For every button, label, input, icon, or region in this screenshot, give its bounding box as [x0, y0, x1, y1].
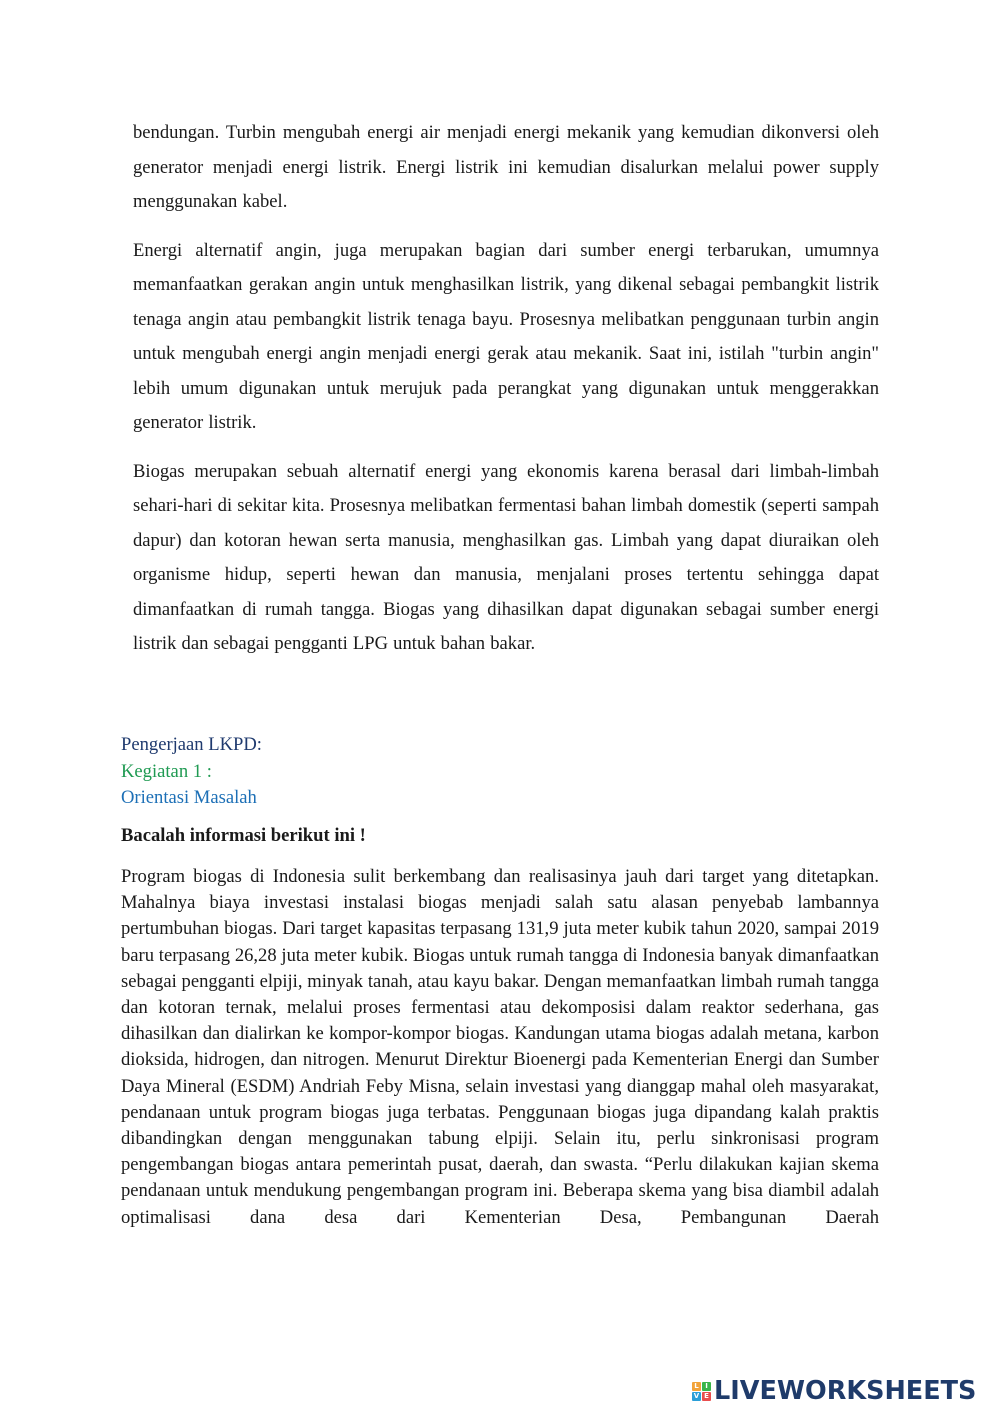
reading-text-upper	[133, 116, 879, 676]
topic-heading: Orientasi Masalah	[121, 787, 257, 808]
reading-instruction: Bacalah informasi berikut ini !	[121, 825, 366, 846]
liveworksheets-logo-text: LIVEWORKSHEETS	[714, 1376, 977, 1406]
paragraph-wind-energy: Energi alternatif angin, juga merupakan bagian dari sumber energi terbarukan, umumnya memanfaatkan gerakan angin untuk menghasilkan listrik, yang dikenal sebagai pembangkit listrik tenaga angin atau pembangkit listrik tenaga bayu. Prosesnya melibatkan penggunaan turbin angin untuk mengubah energi angin menjadi energi gerak atau mekanik. Saat ini, istilah "turbin angin" lebih umum digunakan untuk merujuk pada perangkat yang digunakan untuk menggerakkan generator listrik.	[133, 239, 879, 433]
lkpd-heading: Pengerjaan LKPD:	[121, 734, 262, 755]
logo-mark-letter: L	[692, 1382, 701, 1391]
activity-heading: Kegiatan 1 :	[121, 760, 212, 782]
section-headings	[121, 732, 881, 812]
liveworksheets-logo-mark	[692, 1382, 711, 1401]
logo-mark-letter: V	[693, 1391, 700, 1400]
paragraph-biogas: Biogas merupakan sebuah alternatif energi yang ekonomis karena berasal dari limbah-limbah sehari-hari di sekitar kita. Prosesnya melibatkan fermentasi bahan limbah domestik (seperti sampah dapur) dan kotoran hewan serta manusia, menghasilkan gas. Limbah yang dapat diuraikan oleh organisme hidup, seperti hewan dan manusia, menjalani proses tertentu sehingga dapat dimanfaatkan di rumah tangga. Biogas yang dihasilkan dapat digunakan sebagai sumber energi listrik dan sebagai pengganti LPG untuk bahan bakar.	[133, 460, 879, 654]
liveworksheets-logo	[692, 1374, 976, 1408]
logo-mark-letter: E	[702, 1392, 711, 1401]
biogas-article: Program biogas di Indonesia sulit berkembang dan realisasinya jauh dari target yang ditetapkan. Mahalnya biaya investasi instalasi biogas menjadi salah satu alasan penyebab lambannya pertumbuhan biogas. Dari target kapasitas terpasang 131,9 juta meter kubik tahun 2020, sampai 2019 baru terpasang 26,28 juta meter kubik. Biogas untuk rumah tangga di Indonesia banyak dimanfaatkan sebagai pengganti elpiji, minyak tanah, atau kayu bakar. Dengan memanfaatkan limbah rumah tangga dan kotoran ternak, melalui proses fermentasi atau dekomposisi dalam reaktor sederhana, gas dihasilkan dan dialirkan ke kompor-kompor biogas. Kandungan utama biogas adalah metana, karbon dioksida, hidrogen, dan nitrogen. Menurut Direktur Bioenergi pada Kementerian Energi dan Sumber Daya Mineral (ESDM) Andriah Feby Misna, selain investasi yang dianggap mahal oleh masyarakat, pendanaan untuk program biogas juga terbatas. Penggunaan biogas juga dipandang kalah praktis dibandingkan dengan menggunakan tabung elpiji. Selain itu, perlu sinkronisasi program pengembangan biogas antara pemerintah pusat, daerah, dan swasta. “Perlu dilakukan kajian skema pendanaan untuk mendukung pengembangan program ini. Beberapa skema yang bisa diambil adalah optimalisasi dana desa dari Kementerian Desa, Pembangunan Daerah	[121, 866, 879, 1228]
logo-mark-letter: I	[702, 1382, 711, 1391]
paragraph-hydropower-end: bendungan. Turbin mengubah energi air menjadi energi mekanik yang kemudian dikonversi oleh generator menjadi energi listrik. Energi listrik ini kemudian disalurkan melalui power supply menggunakan kabel.	[133, 122, 879, 212]
